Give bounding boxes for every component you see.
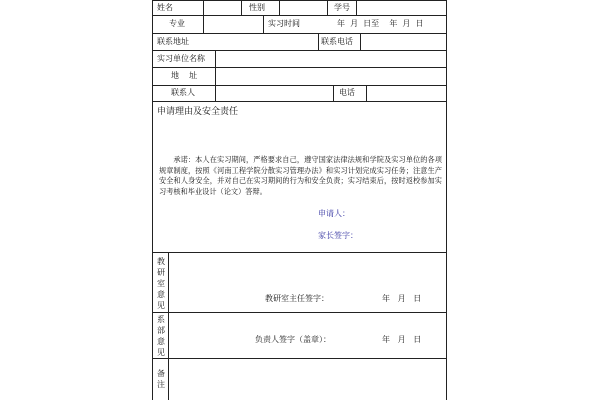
unit-name-label: 实习单位名称 bbox=[157, 54, 205, 63]
teaching-office-signature-label: 教研室主任签字： bbox=[265, 294, 329, 303]
row-divider bbox=[153, 50, 446, 51]
remarks-label: 备注 bbox=[157, 369, 165, 389]
column-divider bbox=[327, 0, 328, 15]
internship-time-label: 实习时间 bbox=[268, 19, 300, 28]
column-divider bbox=[279, 0, 280, 15]
contact-person-label: 联系人 bbox=[171, 88, 195, 97]
column-divider bbox=[203, 0, 204, 15]
row-divider bbox=[153, 67, 446, 68]
major-label: 专业 bbox=[169, 19, 185, 28]
internship-application-form bbox=[152, 0, 447, 400]
row-divider bbox=[153, 101, 446, 102]
row-divider bbox=[153, 358, 446, 359]
column-divider bbox=[168, 252, 169, 400]
row-divider bbox=[153, 85, 446, 86]
column-divider bbox=[356, 0, 357, 15]
column-divider bbox=[360, 33, 361, 50]
contact-address-label: 联系地址 bbox=[157, 37, 189, 46]
row-divider bbox=[153, 0, 446, 1]
phone-label: 电话 bbox=[339, 88, 355, 97]
row-divider bbox=[153, 252, 446, 253]
row-divider bbox=[153, 15, 446, 16]
address-label: 地 址 bbox=[171, 71, 198, 80]
name-label: 姓名 bbox=[157, 3, 173, 12]
department-signature-label: 负责人签字（盖章）： bbox=[255, 335, 331, 344]
column-divider bbox=[333, 85, 334, 101]
commitment-text: 承诺：本人在实习期间，严格要求自己，遵守国家法律法规和学院及实习单位的各项规章制度，按照《河南工程学院分散实习管理办法》和实习计划完成实习任务；注意生产安全和人身安全，并对自己在实习期间的行为和安全负责；实习结束后，按时返校参加实习考核和毕业设计（论文）答辩。 bbox=[159, 155, 442, 196]
column-divider bbox=[366, 85, 367, 101]
teaching-office-date: 年 月 日 bbox=[382, 294, 422, 303]
contact-phone-label: 联系电话 bbox=[321, 37, 353, 46]
column-divider bbox=[318, 33, 319, 50]
column-divider bbox=[203, 15, 204, 33]
department-date: 年 月 日 bbox=[382, 335, 422, 344]
column-divider bbox=[241, 0, 242, 15]
row-divider bbox=[153, 33, 446, 34]
internship-date-range: 年 月 日至 年 月 日 bbox=[337, 19, 424, 28]
reason-section-title: 申请理由及安全责任 bbox=[157, 107, 239, 117]
row-divider bbox=[153, 312, 446, 313]
student-id-label: 学号 bbox=[334, 3, 350, 12]
teaching-office-opinion-label: 教研室意见 bbox=[157, 257, 165, 310]
parent-signature-label: 家长签字： bbox=[318, 231, 358, 240]
column-divider bbox=[263, 15, 264, 33]
gender-label: 性别 bbox=[249, 3, 265, 12]
department-opinion-label: 系部意见 bbox=[157, 315, 165, 357]
applicant-label: 申请人： bbox=[318, 209, 350, 218]
column-divider bbox=[215, 50, 216, 101]
